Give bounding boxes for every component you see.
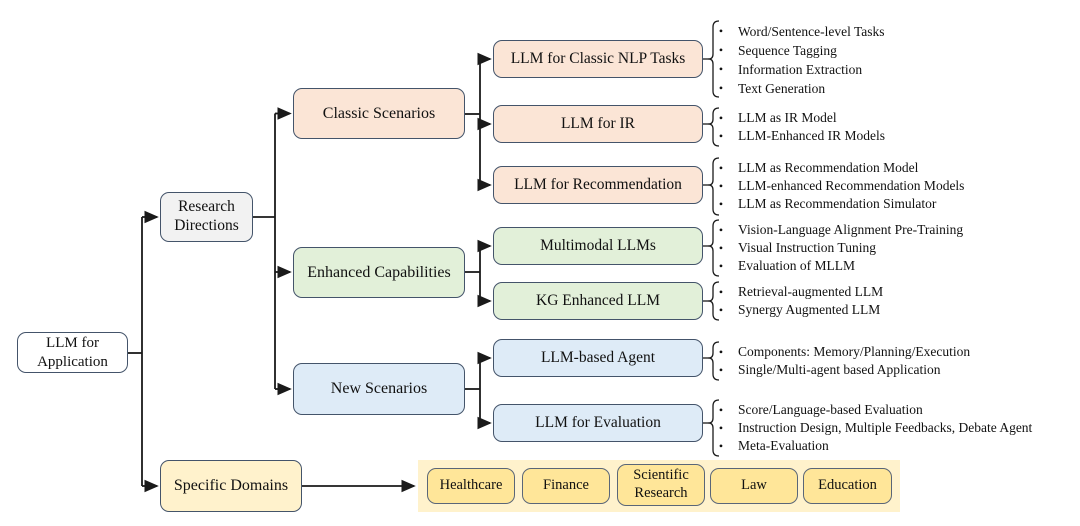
list-item: • Instruction Design, Multiple Feedbacks, Debate Agent [716, 419, 1032, 437]
bullet-list-nlp-tasks [716, 22, 885, 98]
bullet-icon: • [718, 160, 724, 175]
bullet-icon: • [718, 344, 724, 359]
list-item: • Meta-Evaluation [716, 437, 1032, 455]
bullet-list-kg [716, 283, 883, 319]
node-kg-enhanced-llm: KG Enhanced LLM [493, 282, 703, 320]
node-domain-finance: Finance [522, 468, 610, 504]
node-multimodal-llms: Multimodal LLMs [493, 227, 703, 265]
node-domain-law: Law [710, 468, 798, 504]
bullet-icon: • [718, 110, 724, 125]
bullet-icon: • [718, 258, 724, 273]
bullet-list-recommendation [716, 159, 964, 213]
bullet-list-multimodal [716, 221, 963, 275]
bullet-icon: • [718, 240, 724, 255]
bullet-icon: • [718, 284, 724, 299]
list-item: • Text Generation [716, 79, 885, 98]
bullet-list-evaluation [716, 401, 1032, 455]
bullet-icon: • [718, 362, 724, 377]
node-domain-education: Education [803, 468, 892, 504]
node-enhanced-capabilities: Enhanced Capabilities [293, 247, 465, 298]
node-llm-for-classic-nlp-tasks: LLM for Classic NLP Tasks [493, 40, 703, 78]
bullet-list-ir [716, 109, 885, 145]
node-domain-healthcare: Healthcare [427, 468, 515, 504]
bullet-icon: • [718, 302, 724, 317]
list-item: • Vision-Language Alignment Pre-Training [716, 221, 963, 239]
list-item: • LLM-enhanced Recommendation Models [716, 177, 964, 195]
node-llm-based-agent: LLM-based Agent [493, 339, 703, 377]
node-llm-for-recommendation: LLM for Recommendation [493, 166, 703, 204]
node-domain-scientific-research: Scientific Research [617, 464, 705, 506]
list-item: • Information Extraction [716, 60, 885, 79]
node-research-directions: Research Directions [160, 192, 253, 242]
bullet-icon: • [718, 402, 724, 417]
bullet-icon: • [718, 43, 724, 57]
list-item: • Synergy Augmented LLM [716, 301, 883, 319]
list-item: • Single/Multi-agent based Application [716, 361, 970, 379]
list-item: • Word/Sentence-level Tasks [716, 22, 885, 41]
list-item: • Components: Memory/Planning/Execution [716, 343, 970, 361]
list-item: • Evaluation of MLLM [716, 257, 963, 275]
list-item: • Visual Instruction Tuning [716, 239, 963, 257]
node-classic-scenarios: Classic Scenarios [293, 88, 465, 139]
list-item: • LLM as Recommendation Model [716, 159, 964, 177]
bullet-list-agent [716, 343, 970, 379]
list-item: • LLM as Recommendation Simulator [716, 195, 964, 213]
node-llm-for-application: LLM for Application [17, 332, 128, 373]
node-llm-for-evaluation: LLM for Evaluation [493, 404, 703, 442]
list-item: • LLM-Enhanced IR Models [716, 127, 885, 145]
list-item: • Retrieval-augmented LLM [716, 283, 883, 301]
bullet-icon: • [718, 420, 724, 435]
bullet-icon: • [718, 178, 724, 193]
node-llm-for-ir: LLM for IR [493, 105, 703, 143]
node-specific-domains: Specific Domains [160, 460, 302, 512]
bullet-icon: • [718, 62, 724, 76]
list-item: • Score/Language-based Evaluation [716, 401, 1032, 419]
list-item: • Sequence Tagging [716, 41, 885, 60]
list-item: • LLM as IR Model [716, 109, 885, 127]
bullet-icon: • [718, 81, 724, 95]
bullet-icon: • [718, 222, 724, 237]
node-new-scenarios: New Scenarios [293, 363, 465, 415]
bullet-icon: • [718, 196, 724, 211]
bullet-icon: • [718, 24, 724, 38]
bullet-icon: • [718, 128, 724, 143]
bullet-icon: • [718, 438, 724, 453]
